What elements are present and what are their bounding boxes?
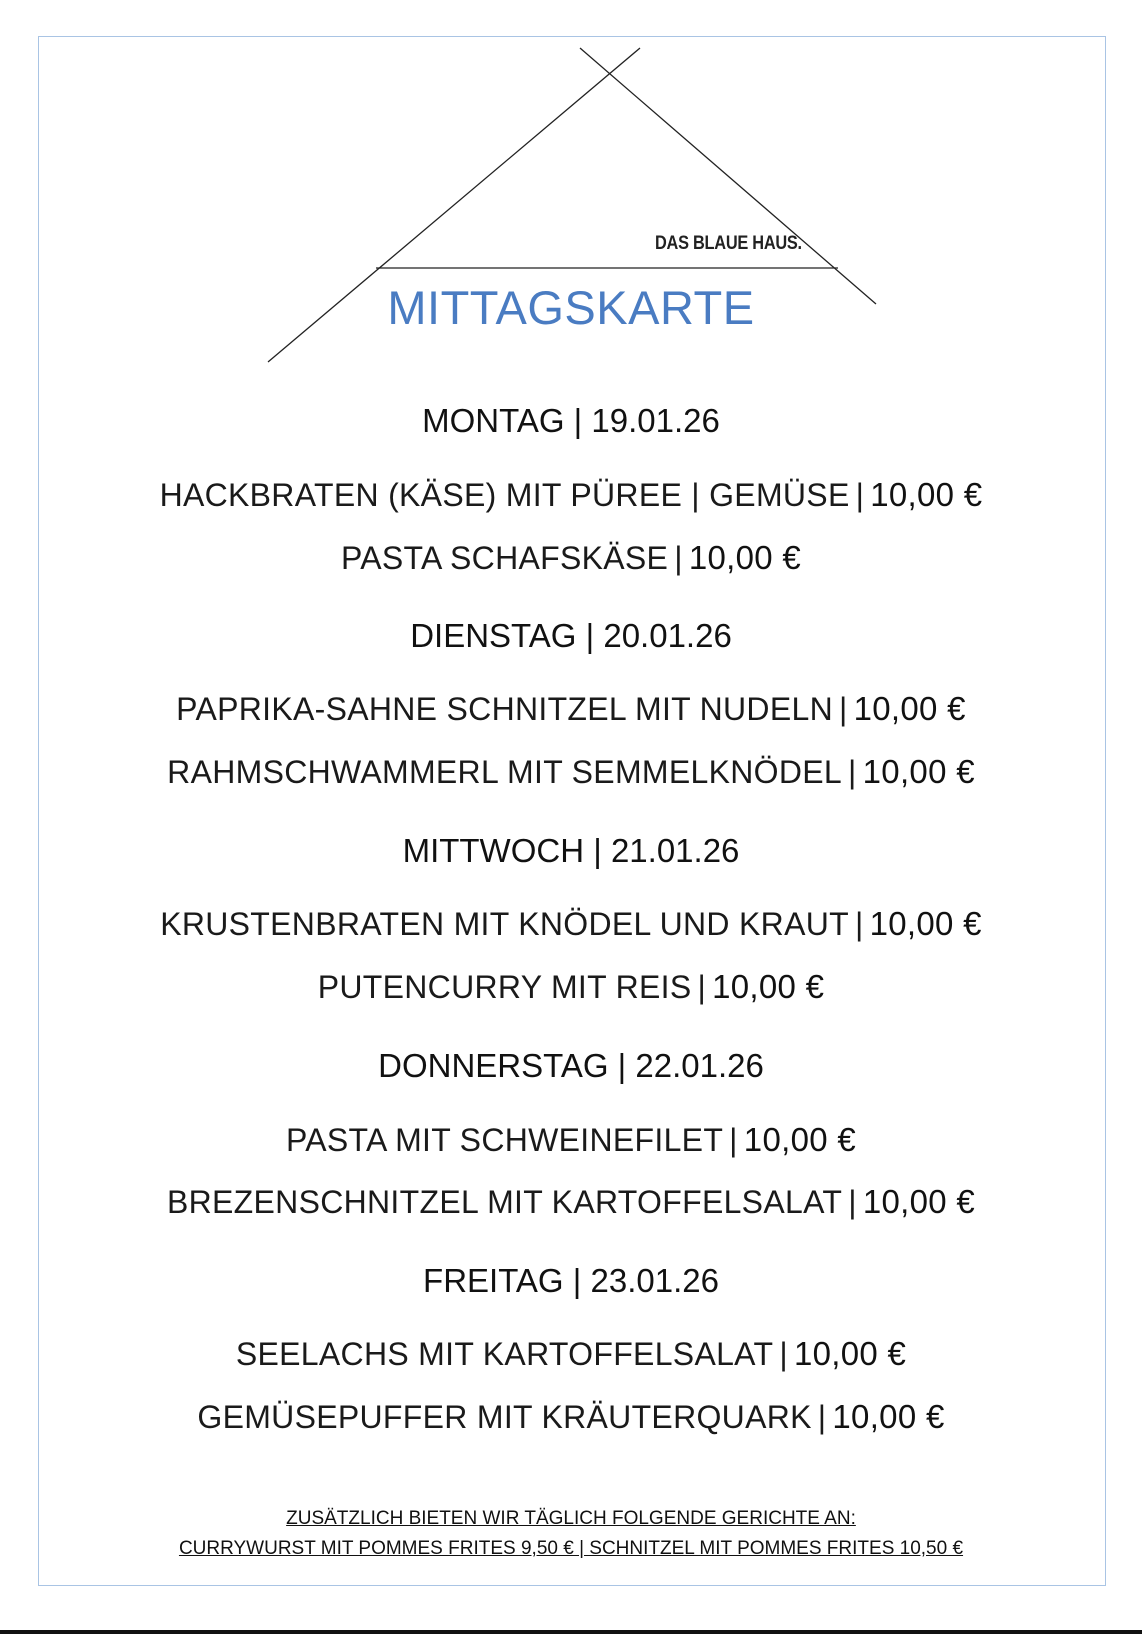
dish-price: 10,00 € xyxy=(862,753,975,790)
dish-name: SEELACHS MIT KARTOFFELSALAT xyxy=(235,1336,774,1372)
day-heading-monday: MONTAG | 19.01.26 xyxy=(422,402,720,439)
dish-name: PASTA SCHAFSKÄSE xyxy=(340,540,669,576)
dish-friday-2: GEMÜSEPUFFER MIT KRÄUTERQUARK | 10,00 € xyxy=(197,1398,945,1435)
footer-note-heading: ZUSÄTZLICH BIETEN WIR TÄGLICH FOLGENDE GERICHTE AN: xyxy=(286,1508,856,1529)
dish-name: RAHMSCHWAMMERL MIT SEMMELKNÖDEL xyxy=(167,754,843,790)
dish-price: 10,00 € xyxy=(793,1335,907,1372)
dish-name: KRUSTENBRATEN MIT KNÖDEL UND KRAUT xyxy=(160,906,849,942)
footer-daily-dishes: CURRYWURST MIT POMMES FRITES 9,50 € | SCHNITZEL MIT POMMES FRITES 10,50 € xyxy=(178,1538,964,1559)
dish-wednesday-1: KRUSTENBRATEN MIT KNÖDEL UND KRAUT | 10,00 € xyxy=(160,905,982,942)
dish-price: 10,00 € xyxy=(870,476,983,513)
dish-price: 10,00 € xyxy=(688,539,802,576)
dish-name: HACKBRATEN (KÄSE) MIT PÜREE | GEMÜSE xyxy=(159,477,850,513)
dish-price: 10,00 € xyxy=(862,1183,976,1220)
dish-name: PASTA MIT SCHWEINEFILET xyxy=(285,1122,724,1158)
dish-price: 10,00 € xyxy=(832,1398,945,1435)
bottom-divider xyxy=(0,1630,1142,1634)
dish-tuesday-2: RAHMSCHWAMMERL MIT SEMMELKNÖDEL | 10,00 € xyxy=(167,753,975,790)
dish-thursday-2: BREZENSCHNITZEL MIT KARTOFFELSALAT | 10,00 € xyxy=(166,1183,976,1220)
dish-name: PAPRIKA-SAHNE SCHNITZEL MIT NUDELN xyxy=(176,691,833,727)
day-heading-thursday: DONNERSTAG | 22.01.26 xyxy=(378,1047,764,1084)
dish-wednesday-2: PUTENCURRY MIT REIS | 10,00 € xyxy=(317,968,825,1005)
day-heading-wednesday: MITTWOCH | 21.01.26 xyxy=(402,832,740,869)
dish-price: 10,00 € xyxy=(743,1121,856,1158)
dish-price: 10,00 € xyxy=(712,968,825,1005)
dish-price: 10,00 € xyxy=(853,690,966,727)
dish-friday-1: SEELACHS MIT KARTOFFELSALAT | 10,00 € xyxy=(235,1335,907,1372)
dish-name: PUTENCURRY MIT REIS xyxy=(317,969,692,1005)
dish-thursday-1: PASTA MIT SCHWEINEFILET | 10,00 € xyxy=(285,1121,856,1158)
dish-name: GEMÜSEPUFFER MIT KRÄUTERQUARK xyxy=(197,1399,812,1435)
brand-name: DAS BLAUE HAUS. xyxy=(655,233,802,254)
dish-tuesday-1: PAPRIKA-SAHNE SCHNITZEL MIT NUDELN | 10,00 € xyxy=(176,690,966,727)
day-heading-tuesday: DIENSTAG | 20.01.26 xyxy=(410,617,732,654)
page-title: MITTAGSKARTE xyxy=(387,281,755,334)
dish-monday-1: HACKBRATEN (KÄSE) MIT PÜREE | GEMÜSE | 10,00 € xyxy=(159,476,983,513)
house-roof-logo xyxy=(0,0,1142,420)
dish-name: BREZENSCHNITZEL MIT KARTOFFELSALAT xyxy=(166,1184,843,1220)
dish-monday-2: PASTA SCHAFSKÄSE | 10,00 € xyxy=(340,539,802,576)
day-heading-friday: FREITAG | 23.01.26 xyxy=(423,1262,719,1299)
dish-price: 10,00 € xyxy=(869,905,982,942)
